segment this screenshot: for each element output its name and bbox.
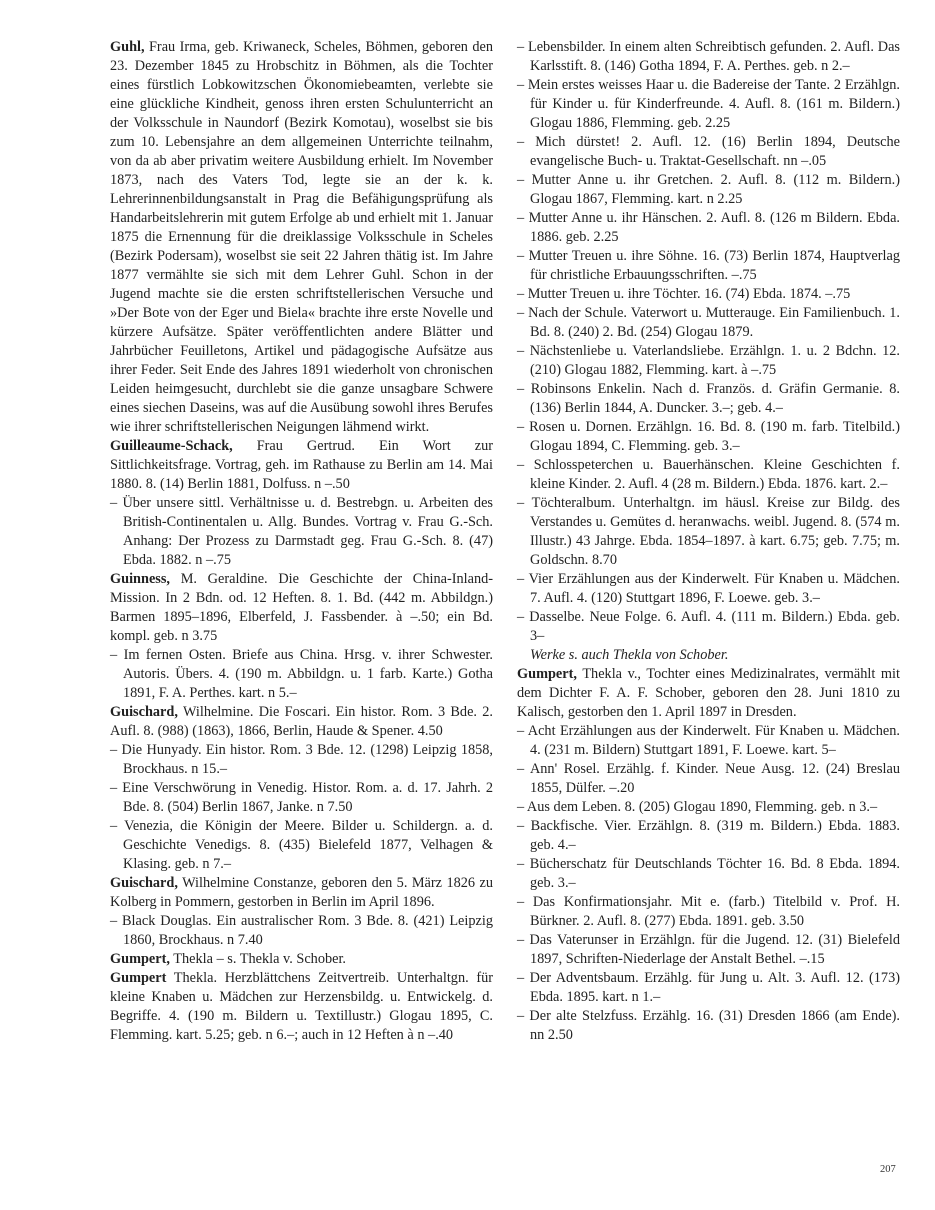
sub-entry: – Lebensbilder. In einem alten Schreibtisch gefunden. 2. Aufl. Das Karlsstift. 8. (146) Gotha 1894, F. A. Perthes. geb. n 2.– [517,39,900,74]
sub-entry: – Black Douglas. Ein australischer Rom. 3 Bde. 8. (421) Leipzig 1860, Brockhaus. n 7.40 [110,913,493,948]
cross-reference-note: Werke s. auch Thekla von Schober. [530,647,729,663]
sub-entry: – Bücherschatz für Deutschlands Töchter 16. Bd. 8 Ebda. 1894. geb. 3.– [517,856,900,891]
entry-gumpert-ref [110,950,493,969]
sub-entry: – Mutter Treuen u. ihre Töchter. 16. (74) Ebda. 1874. –.75 [517,286,851,302]
sub-entry: – Robinsons Enkelin. Nach d. Französ. d. Gräfin Germanie. 8. (136) Berlin 1844, A. Duncker. 3.–; geb. 4.– [517,381,900,416]
sub-entry: – Im fernen Osten. Briefe aus China. Hrsg. v. ihrer Schwester. Autoris. Übers. 4. (190 m. Abbildgn. u. 1 farb. Karte.) Gotha 1891, F. A. Perthes. kart. n 5.– [110,647,493,701]
entry-text: Wilhelmine Constanze, geboren den 5. März 1826 zu Kolberg in Pommern, gestorben in Berlin im April 1896. [110,875,493,910]
entry-text: Thekla – s. Thekla v. Schober. [173,951,347,967]
entry-guinness [110,570,493,646]
sub-entry: – Venezia, die Königin der Meere. Bilder u. Schildergn. a. d. Geschichte Venedigs. 8. (435) Bielefeld 1877, Velhagen & Klasing. geb. n 7.– [110,818,493,872]
page-number: 207 [880,1164,896,1175]
right-column [517,38,900,1045]
entry-guilleaume-schack [110,437,493,494]
entry-heading: Guinness, [110,571,170,587]
sub-entry: – Mich dürstet! 2. Aufl. 12. (16) Berlin 1894, Deutsche evangelische Buch- u. Traktat-Gesellschaft. nn –.05 [517,134,900,169]
sub-entry: – Das Konfirmationsjahr. Mit e. (farb.) Titelbild v. Prof. H. Bürkner. 2. Aufl. 8. (277) Ebda. 1891. geb. 3.50 [517,894,900,929]
entry-heading: Gumpert [110,970,167,986]
entry-heading: Guischard, [110,704,178,720]
entry-heading: Gumpert, [517,666,577,682]
sub-entry: – Nach der Schule. Vaterwort u. Mutterauge. Ein Familienbuch. 1. Bd. 8. (240) 2. Bd. (254) Glogau 1879. [517,305,900,340]
sub-entry: – Dasselbe. Neue Folge. 6. Aufl. 4. (111 m. Bildern.) Ebda. geb. 3– [517,609,900,644]
left-column [110,38,493,1045]
sub-entry: – Mein erstes weisses Haar u. die Badereise der Tante. 2 Erzählgn. für Kinder u. für Kinderfreunde. 4. Aufl. 8. (161 m. Bildern.) Glogau 1886, Flemming. geb. 2.25 [517,77,900,131]
sub-entry: – Aus dem Leben. 8. (205) Glogau 1890, Flemming. geb. n 3.– [517,799,878,815]
entry-heading: Guischard, [110,875,178,891]
sub-entry: – Eine Verschwörung in Venedig. Histor. Rom. a. d. 17. Jahrh. 2 Bde. 8. (504) Berlin 1867, Janke. n 7.50 [110,780,493,815]
sub-entry: – Ann' Rosel. Erzählg. f. Kinder. Neue Ausg. 12. (24) Breslau 1855, Dülfer. –.20 [517,761,900,796]
sub-entry: – Der Adventsbaum. Erzählg. für Jung u. Alt. 3. Aufl. 12. (173) Ebda. 1895. kart. n 1.– [517,970,900,1005]
entry-text: Thekla. Herzblättchens Zeitvertreib. Unterhaltgn. für kleine Knaben u. Mädchen zur Herzensbildg. u. Entwickelg. d. Begriffe. 4. (190 m. Bildern u. Textillustr.) Glogau 1895, C. Flemming. kart. 5.25; geb. n 6.–; auch in 12 Heften à n –.40 [110,970,493,1043]
sub-entry: – Acht Erzählungen aus der Kinderwelt. Für Knaben u. Mädchen. 4. (231 m. Bildern) Stuttgart 1891, F. Loewe. kart. 5– [517,723,900,758]
sub-entry: – Die Hunyady. Ein histor. Rom. 3 Bde. 12. (1298) Leipzig 1858, Brockhaus. n 15.– [110,742,493,777]
sub-entry: – Der alte Stelzfuss. Erzählg. 16. (31) Dresden 1866 (am Ende). nn 2.50 [517,1008,900,1043]
entry-guischard [110,703,493,741]
entry-gumpert-thekla-v [517,665,900,722]
entry-text: Frau Irma, geb. Kriwaneck, Scheles, Böhmen, geboren den 23. Dezember 1845 zu Hrobschitz in Böhmen, als die Tochter eines fürstlich Lobkowitzschen Ökonomiebeamten, verlebte sie eine glückliche Kindheit, genoss ihren ersten Schulunterricht an der Volksschule in Naundorf (Bezirk Komotau), woselbst sie bis zum 10. Lebensjahre an dem allgemeinen Unterrichte teilnahm, von da ab aber privatim weitere Ausbildung erhielt. Im November 1873, nach des Vaters Tod, legte sie an der k. k. Lehrerinnenbildungsanstalt in Prag die Befähigungsprüfung als Handarbeitslehrerin mit gutem Erfolge ab und erhielt mit 1. Januar 1875 die Ernennung für die dreiklassige Volksschule in Scheles (Bezirk Podersam), woselbst sie seit 22 Jahren thätig ist. Im Jahre 1877 vermählte sie sich mit dem Lehrer Guhl. Schon in der Jugend machte sie die ersten schriftstellerischen Versuche und »Der Bote von der Eger und Biela« brachte ihre erste Novelle und kürzere Aufsätze. Später veröffentlichten andere Blätter und Jahrbücher Feuilletons, Artikel und pädagogische Aufsätze aus ihrer Feder. Seit Ende des Jahres 1891 wiederholt von chronischen Leiden heimgesucht, durchlebt sie die ganze unsagbare Schwere eines siechen Daseins, was auf die Ausübung sowohl ihres Berufes wie ihrer schriftstellerischen Neigungen lähmend wirkt. [110,39,493,435]
entry-guhl [110,38,493,437]
entry-guischard-constanze [110,874,493,912]
sub-entry: – Mutter Anne u. ihr Gretchen. 2. Aufl. 8. (112 m. Bildern.) Glogau 1867, Flemming. kart. n 2.25 [517,172,900,207]
sub-entry: – Vier Erzählungen aus der Kinderwelt. Für Knaben u. Mädchen. 7. Aufl. 4. (120) Stuttgart 1896, F. Loewe. geb. 3.– [517,571,900,606]
sub-entry: – Mutter Treuen u. ihre Söhne. 16. (73) Berlin 1874, Hauptverlag für christliche Erbauungsschriften. –.75 [517,248,900,283]
sub-entry: – Rosen u. Dornen. Erzählgn. 16. Bd. 8. (190 m. farb. Titelbild.) Glogau 1894, C. Flemming. geb. 3.– [517,419,900,454]
entry-heading: Gumpert, [110,951,170,967]
sub-entry: – Töchteralbum. Unterhaltgn. im häusl. Kreise zur Bildg. des Verstandes u. Gemütes d. heranwachs. weibl. Jugend. 8. (574 m. Illustr.) 43 Jahrge. Ebda. 1854–1897. à kart. 6.75; geb. 7.75; m. Goldschn. 8.70 [517,495,900,568]
entry-heading: Guhl, [110,39,145,55]
sub-entry: – Mutter Anne u. ihr Hänschen. 2. Aufl. 8. (126 m Bildern. Ebda. 1886. geb. 2.25 [517,210,900,245]
sub-entry: – Nächstenliebe u. Vaterlandsliebe. Erzählgn. 1. u. 2 Bdchn. 12. (210) Glogau 1882, Flemming. kart. à –.75 [517,343,900,378]
entry-heading: Guilleaume-Schack, [110,438,233,454]
entry-text: Frau Gertrud. Ein Wort zur Sittlichkeitsfrage. Vortrag, geh. im Rathause zu Berlin am 14. Mai 1880. 8. (14) Berlin 1881, Dolfuss. n –.50 [110,438,494,492]
entry-gumpert-thekla [110,969,493,1045]
entry-text: M. Geraldine. Die Geschichte der China-Inland-Mission. In 2 Bdn. od. 12 Heften. 8. 1. Bd. (442 m. Abbildgn.) Barmen 1895–1896, Elberfeld, J. Fassbender. à –.50; ein Bd. kompl. geb. n 3.75 [110,571,494,644]
sub-entry: – Backfische. Vier. Erzählgn. 8. (319 m. Bildern.) Ebda. 1883. geb. 4.– [517,818,900,853]
entry-text: Wilhelmine. Die Foscari. Ein histor. Rom. 3 Bde. 2. Aufl. 8. (988) (1863), 1866, Berlin, Haude & Spener. 4.50 [110,704,493,739]
sub-entry: – Das Vaterunser in Erzählgn. für die Jugend. 12. (31) Bielefeld 1897, Schriften-Niederlage der Anstalt Bethel. –.15 [517,932,900,967]
sub-entry: – Über unsere sittl. Verhältnisse u. d. Bestrebgn. u. Arbeiten des British-Continentalen u. Allg. Bundes. Vortrag v. Frau G.-Sch. Anhang: Der Prozess zu Darmstadt geg. Frau G.-Sch. 8. (47) Ebda. 1882. n –.75 [110,495,493,568]
entry-text: Thekla v., Tochter eines Medizinalrates, vermählt mit dem Dichter F. A. F. Schober, geboren den 28. Juni 1810 zu Kalisch, gestorben den 1. April 1897 in Dresden. [517,666,900,720]
sub-entry: – Schlosspeterchen u. Bauerhänschen. Kleine Geschichten f. kleine Kinder. 2. Aufl. 4 (28 m. Bildern.) Ebda. 1876. kart. 2.– [517,457,900,492]
